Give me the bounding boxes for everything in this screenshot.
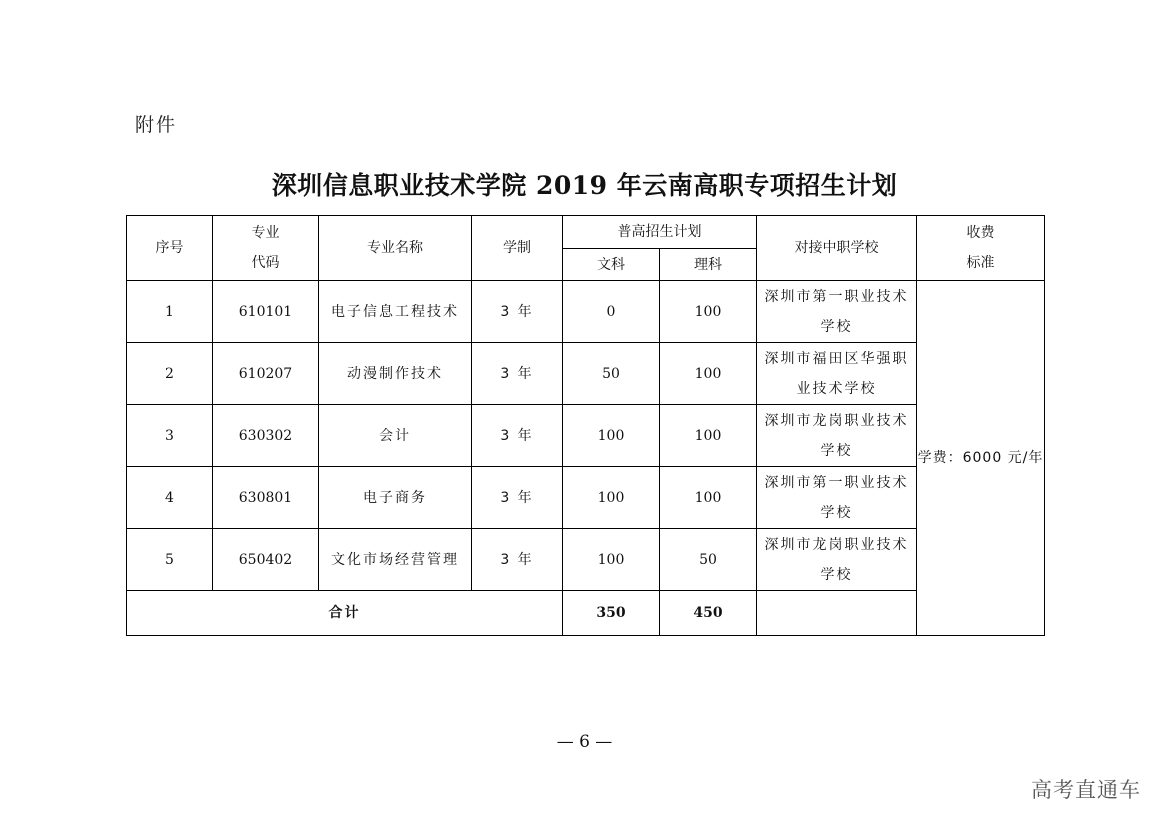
cell-science: 100: [660, 467, 757, 529]
header-fee-line2: 标准: [966, 255, 995, 271]
header-major-code: [213, 216, 319, 281]
cell-duration: 3 年: [472, 343, 563, 405]
cell-school: 深圳市龙岗职业技术学校: [757, 405, 917, 467]
header-major-code-line2: 代码: [251, 255, 280, 271]
cell-school: 深圳市龙岗职业技术学校: [757, 529, 917, 591]
header-duration: 学制: [472, 216, 563, 281]
cell-arts: 100: [563, 467, 660, 529]
total-arts: 350: [563, 591, 660, 636]
cell-science: 100: [660, 405, 757, 467]
cell-seq: 1: [127, 281, 213, 343]
cell-major-name: 电子信息工程技术: [319, 281, 472, 343]
header-school: 对接中职学校: [757, 216, 917, 281]
table-row: [127, 529, 1045, 591]
header-science: 理科: [660, 249, 757, 281]
enrollment-plan-table: [126, 215, 1045, 636]
total-science: 450: [660, 591, 757, 636]
cell-arts: 50: [563, 343, 660, 405]
table-row: [127, 467, 1045, 529]
table-row: [127, 343, 1045, 405]
cell-code: 610207: [213, 343, 319, 405]
header-fee-line1: 收费: [966, 225, 995, 241]
cell-fee: 学费：6000 元/年: [917, 281, 1045, 636]
cell-seq: 3: [127, 405, 213, 467]
cell-duration: 3 年: [472, 281, 563, 343]
cell-seq: 2: [127, 343, 213, 405]
cell-code: 650402: [213, 529, 319, 591]
cell-duration: 3 年: [472, 529, 563, 591]
cell-arts: 100: [563, 529, 660, 591]
cell-major-name: 电子商务: [319, 467, 472, 529]
page-number: — 6 —: [556, 732, 613, 752]
header-fee: [917, 216, 1045, 281]
cell-code: 630801: [213, 467, 319, 529]
total-label: 合计: [127, 591, 563, 636]
cell-duration: 3 年: [472, 405, 563, 467]
header-major-name: 专业名称: [319, 216, 472, 281]
cell-major-name: 动漫制作技术: [319, 343, 472, 405]
cell-seq: 4: [127, 467, 213, 529]
cell-major-name: 会计: [319, 405, 472, 467]
header-major-code-line1: 专业: [251, 225, 280, 241]
cell-school: 深圳市福田区华强职业技术学校: [757, 343, 917, 405]
table-row: [127, 405, 1045, 467]
cell-science: 100: [660, 281, 757, 343]
cell-school: 深圳市第一职业技术学校: [757, 281, 917, 343]
total-school-empty: [757, 591, 917, 636]
cell-seq: 5: [127, 529, 213, 591]
cell-duration: 3 年: [472, 467, 563, 529]
header-seq: 序号: [127, 216, 213, 281]
cell-major-name: 文化市场经营管理: [319, 529, 472, 591]
header-plan: 普高招生计划: [563, 216, 757, 249]
cell-code: 610101: [213, 281, 319, 343]
table-row: [127, 281, 1045, 343]
watermark: 高考直通车: [1031, 778, 1141, 802]
header-arts: 文科: [563, 249, 660, 281]
cell-arts: 100: [563, 405, 660, 467]
cell-science: 100: [660, 343, 757, 405]
annex-label: 附件: [135, 114, 178, 136]
cell-school: 深圳市第一职业技术学校: [757, 467, 917, 529]
total-row: [127, 591, 1045, 636]
cell-science: 50: [660, 529, 757, 591]
document-title: 深圳信息职业技术学院 2019 年云南高职专项招生计划: [271, 171, 898, 200]
cell-code: 630302: [213, 405, 319, 467]
cell-arts: 0: [563, 281, 660, 343]
